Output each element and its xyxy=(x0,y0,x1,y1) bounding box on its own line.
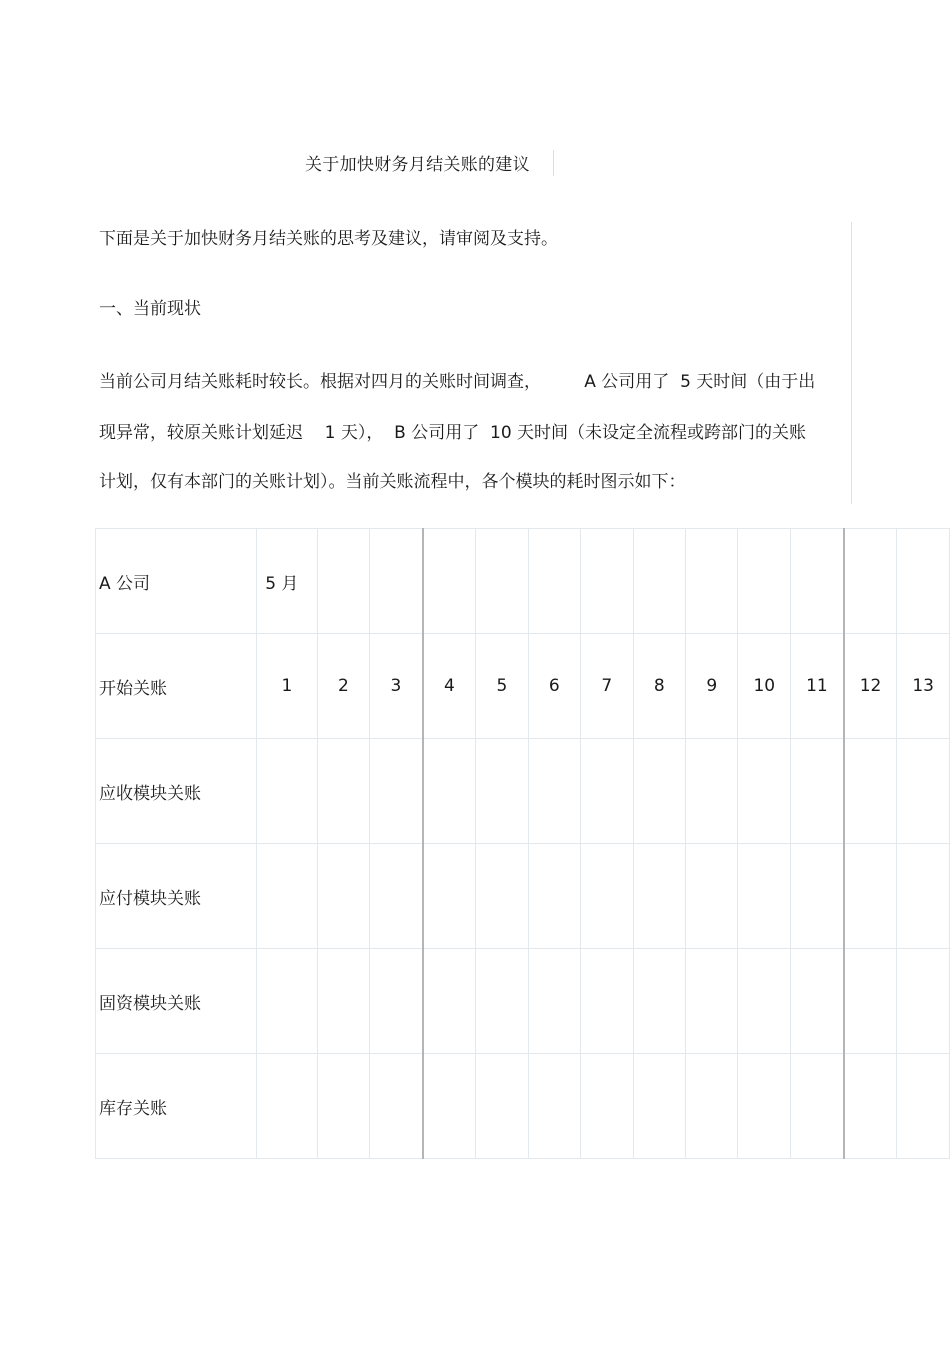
month-cell: 5 月 xyxy=(257,529,318,634)
timeline-cell xyxy=(257,949,318,1054)
timeline-cell xyxy=(476,1054,528,1159)
section-heading: 一、当前现状 xyxy=(99,299,201,319)
timeline-cell xyxy=(844,739,897,844)
row-label: 库存关账 xyxy=(96,1054,257,1159)
day-number-cell: 10 xyxy=(738,634,791,739)
timeline-cell xyxy=(581,844,633,949)
timeline-cell xyxy=(633,529,685,634)
timeline-cell xyxy=(738,739,791,844)
day-number-cell: 4 xyxy=(423,634,476,739)
table-row xyxy=(96,634,950,739)
timeline-cell xyxy=(791,1054,844,1159)
day-number-cell: 2 xyxy=(317,634,369,739)
timeline-cell xyxy=(317,844,369,949)
timeline-cell xyxy=(476,949,528,1054)
timeline-cell xyxy=(791,529,844,634)
timeline-cell xyxy=(738,529,791,634)
row-label: A 公司 xyxy=(96,529,257,634)
timeline-cell xyxy=(317,949,369,1054)
timeline-cell xyxy=(686,844,738,949)
timeline-cell xyxy=(686,1054,738,1159)
timeline-cell xyxy=(528,949,580,1054)
timeline-cell xyxy=(370,1054,423,1159)
paragraph-line-2: 现异常，较原关账计划延迟 1 天）， B 公司用了 10 天时间（未设定全流程或跨部门的关账 xyxy=(99,423,807,443)
timeline-cell xyxy=(528,529,580,634)
timeline-cell xyxy=(370,739,423,844)
timeline-cell xyxy=(476,529,528,634)
timeline-cell xyxy=(633,739,685,844)
day-number-cell: 12 xyxy=(844,634,897,739)
day-number-cell: 7 xyxy=(581,634,633,739)
timeline-cell xyxy=(738,844,791,949)
timeline-cell xyxy=(633,844,685,949)
day-number-cell: 1 xyxy=(257,634,318,739)
row-label: 应付模块关账 xyxy=(96,844,257,949)
timeline-cell xyxy=(897,1054,950,1159)
timeline-cell xyxy=(423,739,476,844)
row-label: 开始关账 xyxy=(96,634,257,739)
timeline-cell xyxy=(791,739,844,844)
timeline-cell xyxy=(844,949,897,1054)
timeline-cell xyxy=(423,529,476,634)
title-divider xyxy=(553,150,554,176)
timeline-cell xyxy=(738,949,791,1054)
timeline-cell xyxy=(581,529,633,634)
timeline-cell xyxy=(844,844,897,949)
timeline-cell xyxy=(581,1054,633,1159)
timeline-cell xyxy=(581,739,633,844)
timeline-cell xyxy=(844,1054,897,1159)
timeline-cell xyxy=(897,844,950,949)
table-row xyxy=(96,844,950,949)
timeline-cell xyxy=(686,949,738,1054)
timeline-cell xyxy=(370,949,423,1054)
timeline-cell xyxy=(791,949,844,1054)
timeline-cell xyxy=(738,1054,791,1159)
table-row xyxy=(96,739,950,844)
timeline-cell xyxy=(897,529,950,634)
timeline-cell xyxy=(257,1054,318,1159)
timeline-cell xyxy=(257,844,318,949)
day-number-cell: 9 xyxy=(686,634,738,739)
timeline-cell xyxy=(370,844,423,949)
right-margin-rule xyxy=(851,222,852,504)
row-label: 应收模块关账 xyxy=(96,739,257,844)
timeline-cell xyxy=(633,949,685,1054)
timeline-cell xyxy=(528,844,580,949)
timeline-cell xyxy=(423,949,476,1054)
timeline-cell xyxy=(423,844,476,949)
timeline-cell xyxy=(844,529,897,634)
table-row xyxy=(96,529,950,634)
row-label: 固资模块关账 xyxy=(96,949,257,1054)
paragraph-line-3: 计划，仅有本部门的关账计划）。当前关账流程中，各个模块的耗时图示如下： xyxy=(99,472,686,492)
day-number-cell: 11 xyxy=(791,634,844,739)
timeline-cell xyxy=(317,1054,369,1159)
day-number-cell: 6 xyxy=(528,634,580,739)
timeline-cell xyxy=(897,949,950,1054)
timeline-cell xyxy=(633,1054,685,1159)
day-number-cell: 3 xyxy=(370,634,423,739)
timeline-cell xyxy=(317,739,369,844)
timeline-cell xyxy=(423,1054,476,1159)
timeline-cell xyxy=(317,529,369,634)
day-number-cell: 5 xyxy=(476,634,528,739)
paragraph-line-1: 当前公司月结关账耗时较长。根据对四月的关账时间调查， A 公司用了 5 天时间（由于出 xyxy=(99,372,816,392)
table-row xyxy=(96,949,950,1054)
timeline-cell xyxy=(528,1054,580,1159)
timeline-cell xyxy=(528,739,580,844)
table-row xyxy=(96,1054,950,1159)
timeline-cell xyxy=(257,739,318,844)
intro-paragraph: 下面是关于加快财务月结关账的思考及建议，请审阅及支持。 xyxy=(99,229,558,249)
timeline-cell xyxy=(686,739,738,844)
timeline-cell xyxy=(476,739,528,844)
timeline-cell xyxy=(791,844,844,949)
day-number-cell: 13 xyxy=(897,634,950,739)
timeline-cell xyxy=(476,844,528,949)
day-number-cell: 8 xyxy=(633,634,685,739)
timeline-cell xyxy=(686,529,738,634)
timeline-cell xyxy=(370,529,423,634)
timeline-cell xyxy=(897,739,950,844)
timeline-cell xyxy=(581,949,633,1054)
document-title: 关于加快财务月结关账的建议 xyxy=(305,155,530,175)
closing-timeline-table xyxy=(95,528,950,1159)
